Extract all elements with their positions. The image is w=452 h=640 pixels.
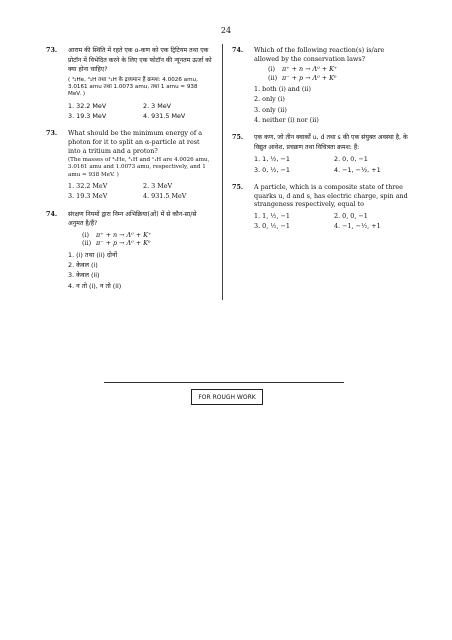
question-text: Which of the following reaction(s) is/are allowed by the conservation laws? [254, 46, 385, 63]
answer-option[interactable]: 4. −1, −½, +1 [334, 222, 381, 231]
answer-option[interactable]: 4. −1, −½, +1 [334, 165, 381, 174]
answer-option[interactable]: 3. 19.3 MeV [68, 192, 108, 201]
right-column [232, 46, 408, 240]
reaction-equation: π⁺ + n → Λ⁰ + K⁺ [282, 65, 338, 74]
answer-option[interactable]: 4. 931.5 MeV [143, 111, 186, 120]
answer-option[interactable]: 2. 3 MeV [143, 182, 173, 190]
reaction-item [268, 65, 408, 73]
answer-option[interactable]: 4. न तो (i), न तो (ii) [68, 281, 122, 290]
reaction-item [82, 239, 212, 247]
question-note: ( ⁴₂He, ³₁H तथा ¹₁H के द्रव्यमान हैं क्रमश: 4.0026 amu, 3.0161 amu तथा 1.0073 amu, तथा 1 amu ≈ 938 MeV. ) [68, 76, 198, 98]
answer-option[interactable]: 4. neither (i) nor (ii) [254, 115, 319, 124]
question-text: आराम की स्थिति में रहते एक α-कण को एक ट्रिटियम तथा एक प्रोटॉन में विभेदित करने के लिए एक फोटॉन की न्यूनतम ऊर्जा को क्या होना चाहिए? [68, 47, 212, 74]
options-list [68, 251, 212, 290]
reaction-label: (ii) [268, 73, 278, 82]
reaction-equation: π⁺ + n → Λ⁰ + K⁺ [96, 230, 152, 239]
answer-option[interactable]: 3. 19.3 MeV [68, 111, 107, 120]
answer-option[interactable]: 2. केवल (i) [68, 260, 98, 269]
answer-option[interactable]: 3. only (ii) [254, 105, 287, 114]
question-number: 73. [46, 129, 58, 138]
reaction-list [254, 65, 408, 82]
reaction-item [82, 231, 212, 239]
answer-option[interactable]: 3. 0, ½, −1 [254, 222, 290, 231]
options-list [68, 182, 212, 201]
reaction-label: (ii) [82, 239, 92, 248]
answer-option[interactable]: 2. 0, 0, −1 [334, 155, 368, 164]
question [232, 133, 408, 174]
options-list [68, 102, 212, 121]
rough-work-rule [104, 382, 344, 383]
answer-option[interactable]: 3. केवल (ii) [68, 271, 100, 280]
question-number: 74. [46, 209, 58, 218]
question-number: 75. [232, 183, 244, 192]
answer-option[interactable]: 1. 1, ½, −1 [254, 155, 290, 164]
question-number: 75. [232, 133, 244, 142]
question [232, 46, 408, 124]
question-text: A particle, which is a composite state of three quarks u, d and s, has electric charge, spin and strangeness respectively, equal to [254, 183, 408, 209]
answer-option[interactable]: 3. 0, ½, −1 [254, 165, 290, 174]
answer-option[interactable]: 1. 32.2 MeV [68, 101, 107, 110]
question [46, 129, 212, 200]
options-list [254, 212, 408, 231]
reaction-list [68, 231, 212, 248]
question [232, 183, 408, 231]
reaction-label: (i) [82, 230, 90, 239]
question-text: एक कण, जो तीन क्वार्कों u, d तथा s की एक संयुक्त अवस्था है, के विद्युत आवेश, प्रचक्रण तथा विचित्रता क्रमश: हैं: [254, 134, 408, 151]
reaction-equation: π⁻ + p → Λ⁰ + K⁰ [282, 73, 337, 82]
answer-option[interactable]: 1. 1, ½, −1 [254, 212, 290, 221]
reaction-equation: π⁻ + p → Λ⁰ + K⁰ [96, 239, 151, 248]
page-number: 24 [220, 26, 232, 35]
answer-option[interactable]: 2. 3 MeV [143, 101, 172, 110]
question-text: What should be the minimum energy of a photon for it to split an α-particle at rest into a tritium and a proton? [68, 129, 203, 155]
answer-option[interactable]: 1. (i) तथा (ii) दोनों [68, 250, 118, 259]
reaction-item [268, 74, 408, 82]
question [46, 210, 212, 290]
answer-option[interactable]: 4. 931.5 MeV [143, 192, 187, 201]
answer-option[interactable]: 2. 0, 0, −1 [334, 212, 368, 221]
rough-work-label: FOR ROUGH WORK [191, 389, 263, 405]
left-column [46, 46, 212, 299]
answer-option[interactable]: 2. only (i) [254, 95, 285, 104]
question-number: 74. [232, 46, 244, 54]
options-list [254, 155, 408, 174]
question-note: (The masses of ⁴₂He, ³₁H and ¹₁H are 4.0026 amu, 3.0161 amu and 1.0073 amu, respectively, and 1 amu ≈ 938 MeV. ) [68, 157, 210, 178]
reaction-label: (i) [268, 65, 276, 74]
answer-option[interactable]: 1. 32.2 MeV [68, 182, 108, 190]
options-list [254, 85, 408, 124]
question [46, 46, 212, 120]
column-divider [222, 44, 223, 300]
question-number: 73. [46, 46, 58, 54]
question-text: संरक्षण नियमों द्वारा निम्न अभिक्रिया(ओं) में से कौन-सा/से अनुमत है/हैं? [68, 210, 197, 228]
answer-option[interactable]: 1. both (i) and (ii) [254, 84, 311, 93]
